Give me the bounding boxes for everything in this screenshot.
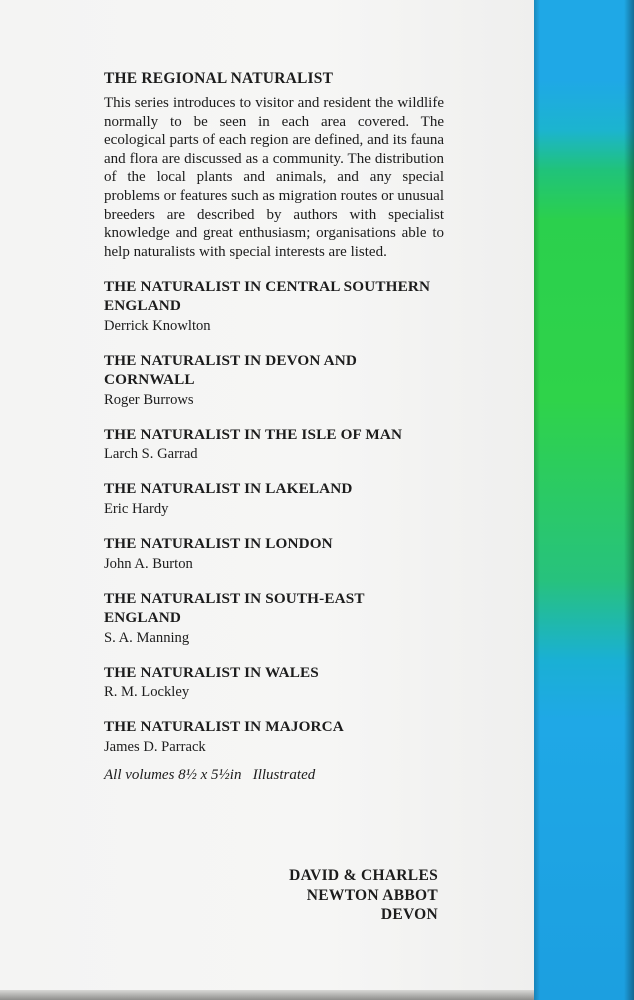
book-entry	[104, 664, 444, 702]
book-entry	[104, 426, 444, 464]
cover-text	[104, 70, 444, 784]
book-entry	[104, 278, 444, 335]
spine-color-band	[534, 0, 634, 1000]
book-entry	[104, 590, 444, 647]
book-title: THE NATURALIST IN CENTRAL SOUTHERN ENGLAND	[104, 278, 431, 315]
book-title: THE NATURALIST IN THE ISLE OF MAN	[104, 425, 403, 443]
publisher-county: DEVON	[380, 906, 438, 923]
book-author: Roger Burrows	[104, 391, 194, 408]
book-author: Eric Hardy	[104, 501, 169, 518]
book-author: James D. Parrack	[104, 739, 206, 756]
book-author: Larch S. Garrad	[104, 446, 198, 463]
book-entry	[104, 535, 444, 573]
book-title: THE NATURALIST IN DEVON AND CORNWALL	[104, 351, 357, 388]
book-title: THE NATURALIST IN LAKELAND	[104, 480, 353, 498]
publisher-imprint	[289, 866, 438, 925]
book-entry	[104, 480, 444, 518]
publisher-town: NEWTON ABBOT	[306, 886, 438, 904]
volumes-note: All volumes 8½ x 5½in Illustrated	[104, 767, 316, 784]
book-title: THE NATURALIST IN WALES	[104, 663, 319, 681]
book-title: THE NATURALIST IN LONDON	[104, 535, 333, 553]
series-title: THE REGIONAL NATURALIST	[104, 70, 334, 87]
book-author: R. M. Lockley	[104, 684, 190, 701]
book-title: THE NATURALIST IN MAJORCA	[104, 718, 344, 736]
cover-bottom-edge	[0, 990, 534, 1000]
book-author: Derrick Knowlton	[104, 317, 211, 334]
book-entry	[104, 352, 444, 409]
book-title: THE NATURALIST IN SOUTH-EAST ENGLAND	[104, 589, 365, 626]
publisher-name: DAVID & CHARLES	[289, 867, 438, 884]
book-author: S. A. Manning	[104, 629, 190, 646]
series-intro: This series introduces to visitor and resident the wildlife normally to be seen in each area covered. The ecological parts of each region are defined, and its fauna and flora are discussed as a community. The distribution of the local plants and animals, and any special problems or features such as migration routes or unusual breeders are described by authors with specialist knowledge and great enthusiasm; organisations able to help naturalists with special interests are listed.	[104, 95, 444, 260]
book-author: John A. Burton	[104, 555, 193, 572]
book-entry	[104, 718, 444, 756]
